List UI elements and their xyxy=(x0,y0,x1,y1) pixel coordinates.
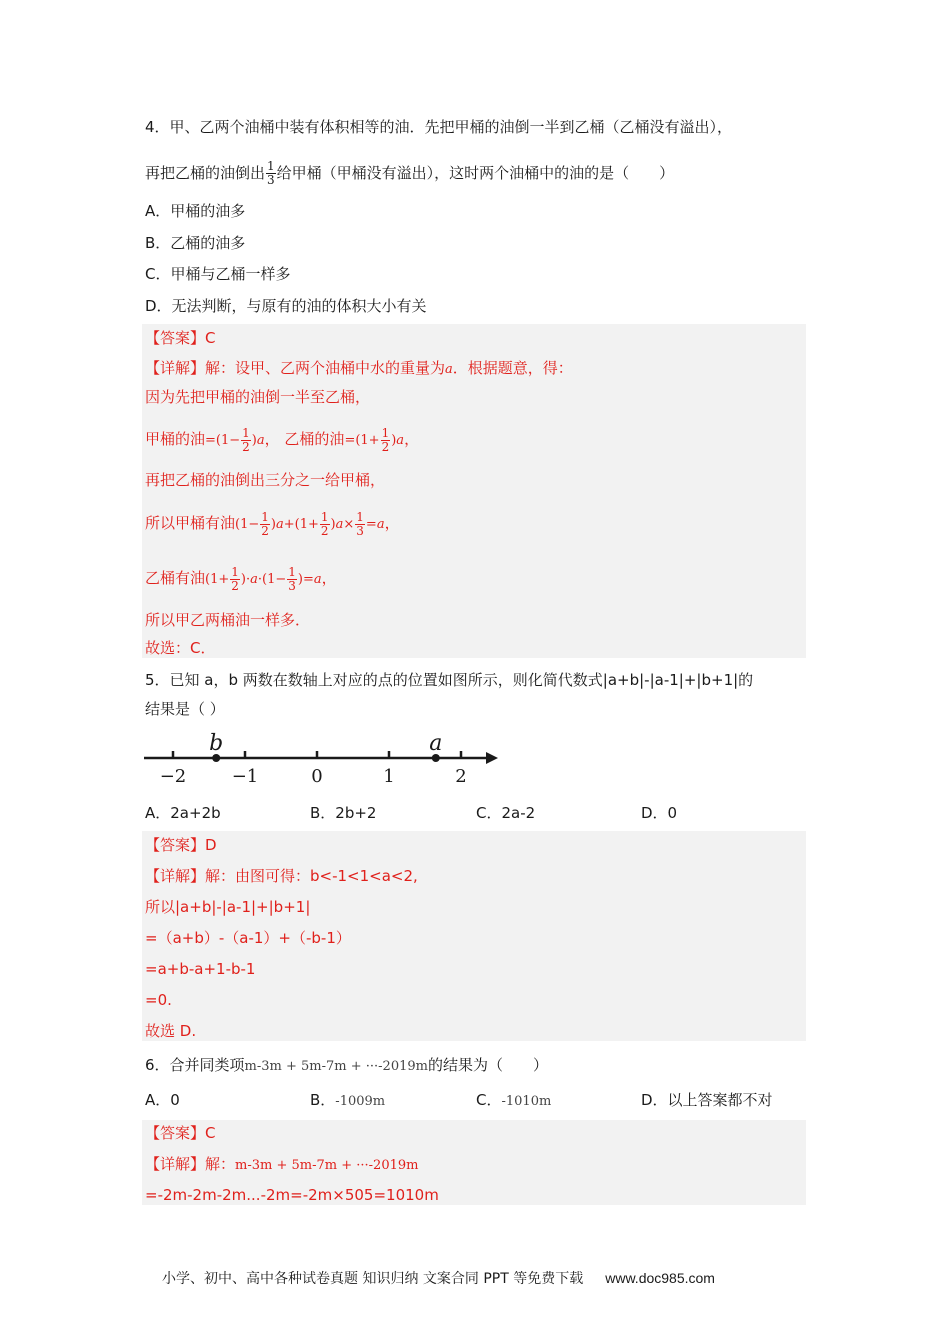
q4-detail-line6: 乙桶有油(1+ $\frac{1}{2}$ )·a·(1− $\frac{1}{3}$ )=a， xyxy=(145,565,337,593)
q5-detail-line1: 【详解】解：由图可得：b<-1<1<a<2, xyxy=(145,867,418,885)
number-line-tick-label: 1 xyxy=(383,766,395,787)
footer-url[interactable]: www.doc985.com xyxy=(605,1270,715,1286)
number-line-tick-label: −1 xyxy=(231,766,259,787)
number-line-point-a-label: a xyxy=(429,731,443,756)
q4-stem-line2 xyxy=(145,160,674,187)
number-line-tick-label: 0 xyxy=(311,766,323,787)
footer-text: 小学、初中、高中各种试卷真题 知识归纳 文案合同 PPT 等免费下载 xyxy=(162,1271,584,1287)
q4-detail-line8: 故选：C． xyxy=(145,639,216,657)
footer xyxy=(162,1268,715,1288)
number-line-tick-label: 2 xyxy=(455,766,467,787)
q5-option-a: A．2a+2b xyxy=(145,804,221,822)
q5-option-d: D．0 xyxy=(641,804,678,822)
q4-stem-line2-b: 给甲桶（甲桶没有溢出），这时两个油桶中的油的是（ ） xyxy=(276,164,675,182)
q6-answer: 【答案】C xyxy=(145,1124,216,1142)
q6-option-d: D．以上答案都不对 xyxy=(641,1091,773,1109)
q6-option-c: C．-1010m xyxy=(476,1091,552,1109)
q4-stem-line1: 4．甲、乙两个油桶中装有体积相等的油．先把甲桶的油倒一半到乙桶（乙桶没有溢出）， xyxy=(145,118,733,136)
q4-stem-line2-a: 再把乙桶的油倒出 xyxy=(145,164,266,182)
q6-option-a: A．0 xyxy=(145,1091,180,1109)
q5-answer: 【答案】D xyxy=(145,836,217,854)
q4-detail-line4: 再把乙桶的油倒出三分之一给甲桶， xyxy=(145,471,386,489)
q4-option-b: B．乙桶的油多 xyxy=(145,234,246,252)
number-line-tick-label: −2 xyxy=(159,766,187,787)
q6-detail-line2: =-2m-2m-2m...-2m=-2m×505=1010m xyxy=(145,1186,439,1204)
q4-detail-line7: 所以甲乙两桶油一样多． xyxy=(145,611,311,629)
number-line-arrow xyxy=(486,752,498,764)
q5-option-c: C．2a-2 xyxy=(476,804,536,822)
q4-detail-line5: 所以甲桶有油(1− $\frac{1}{2}$ )a+(1+ $\frac{1}{2}$ )a× $\frac{1}{3}$ =a， xyxy=(145,510,400,538)
q4-detail-line1: 【详解】解：设甲、乙两个油桶中水的重量为a．根据题意，得： xyxy=(145,359,573,377)
q6-option-b: B．-1009m xyxy=(310,1091,386,1109)
number-line-point-b-label: b xyxy=(209,731,224,756)
q4-option-c: C．甲桶与乙桶一样多 xyxy=(145,265,291,283)
q5-detail-line6: 故选 D. xyxy=(145,1022,197,1040)
q6-detail-line1: 【详解】解：m-3m + 5m-7m + ···-2019m xyxy=(145,1155,419,1173)
number-line xyxy=(140,730,520,790)
q4-fraction: $\frac{1}{3}$ xyxy=(267,159,275,187)
q5-detail-line5: =0. xyxy=(145,991,172,1009)
q4-detail-line2: 因为先把甲桶的油倒一半至乙桶， xyxy=(145,388,371,406)
q5-option-b: B．2b+2 xyxy=(310,804,377,822)
q4-option-d: D．无法判断，与原有的油的体积大小有关 xyxy=(145,297,427,315)
q6-expression: m-3m + 5m-7m + ···-2019m xyxy=(244,1059,428,1074)
q5-stem-line2: 结果是（ ） xyxy=(145,700,225,718)
q4-detail-line3: 甲桶的油=(1− $\frac{1}{2}$ )a， 乙桶的油=(1+ $\frac{1}{2}$ )a， xyxy=(145,426,420,454)
q5-stem-line1: 5．已知 a，b 两数在数轴上对应的点的位置如图所示，则化简代数式|a+b|-|a-1|+|b+1|的 xyxy=(145,671,754,689)
q5-detail-line2: 所以|a+b|-|a-1|+|b+1| xyxy=(145,898,311,916)
q6-stem: 6．合并同类项m-3m + 5m-7m + ···-2019m的结果为（ ） xyxy=(145,1056,548,1074)
q4-option-a: A．甲桶的油多 xyxy=(145,202,246,220)
q5-detail-line4: =a+b-a+1-b-1 xyxy=(145,960,256,978)
q5-detail-line3: =（a+b）-（a-1）+（-b-1） xyxy=(145,929,351,947)
q4-answer: 【答案】C xyxy=(145,329,216,347)
